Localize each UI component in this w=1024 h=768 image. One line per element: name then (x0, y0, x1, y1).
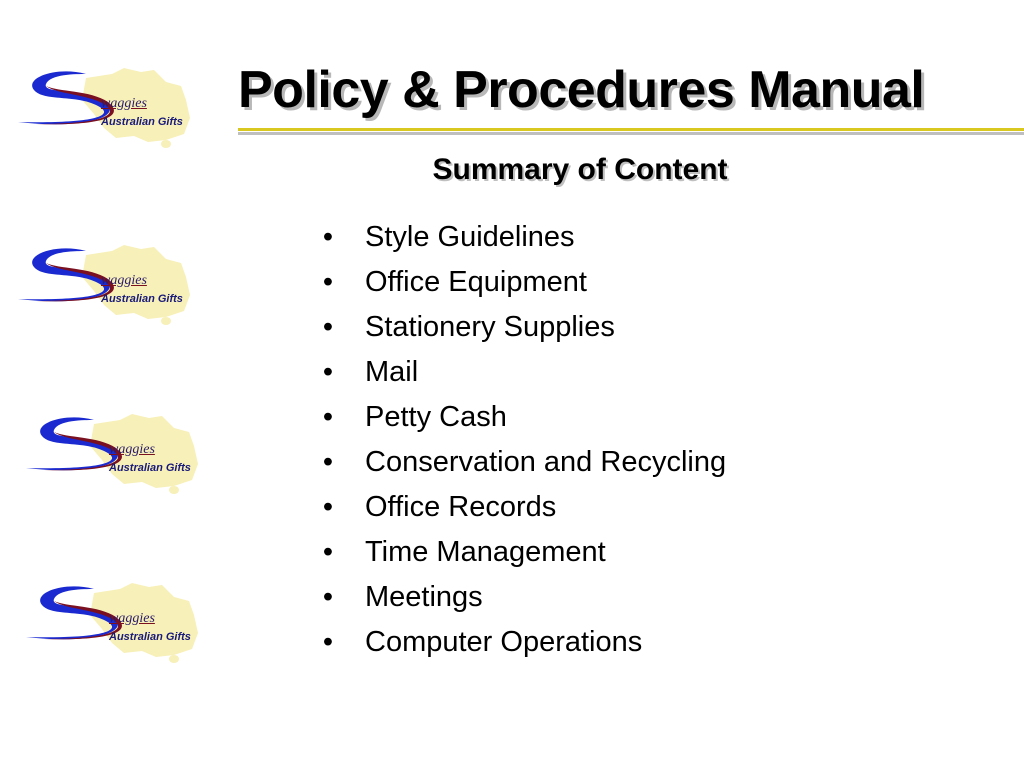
bullet-dot: • (322, 401, 334, 433)
title-underline-gray (238, 132, 1024, 135)
logo-wordmark: waggies (109, 611, 155, 626)
content-bullet-list (318, 216, 726, 666)
bullet-dot: • (322, 626, 334, 658)
bullet-item (318, 261, 726, 306)
swaggies-logo (16, 243, 216, 333)
bullet-item (318, 486, 726, 531)
bullet-text: Mail (365, 356, 419, 388)
bullet-item (318, 306, 726, 351)
title-underline-yellow (238, 128, 1024, 131)
title-underline (238, 128, 1024, 136)
bullet-item (318, 351, 726, 396)
logo-wordmark: waggies (101, 273, 147, 288)
bullet-dot: • (322, 266, 334, 298)
logo-tagline: Australian Gifts (109, 631, 191, 643)
bullet-dot: • (322, 446, 334, 478)
logo-tagline: Australian Gifts (101, 116, 183, 128)
slide-title: Policy & Procedures Manual (238, 61, 925, 119)
bullet-dot: • (322, 491, 334, 523)
bullet-text: Time Management (365, 536, 606, 568)
bullet-text: Office Equipment (365, 266, 587, 298)
logo-wordmark: waggies (101, 96, 147, 111)
bullet-text: Meetings (365, 581, 483, 613)
bullet-item (318, 576, 726, 621)
bullet-dot: • (322, 356, 334, 388)
bullet-dot: • (322, 221, 334, 253)
bullet-text: Office Records (365, 491, 557, 523)
bullet-dot: • (322, 311, 334, 343)
bullet-dot: • (322, 536, 334, 568)
logo-wordmark: waggies (109, 442, 155, 457)
slide-subtitle: Summary of Content (432, 153, 728, 186)
bullet-text: Petty Cash (365, 401, 507, 433)
bullet-text: Conservation and Recycling (365, 446, 727, 478)
swaggies-logo (24, 412, 224, 502)
bullet-item (318, 621, 726, 666)
bullet-text: Stationery Supplies (365, 311, 615, 343)
bullet-item (318, 531, 726, 576)
logo-tagline: Australian Gifts (101, 293, 183, 305)
bullet-text: Computer Operations (365, 626, 643, 658)
swaggies-logo (16, 66, 216, 156)
bullet-text: Style Guidelines (365, 221, 575, 253)
logo-tagline: Australian Gifts (109, 462, 191, 474)
bullet-dot: • (322, 581, 334, 613)
bullet-item (318, 396, 726, 441)
bullet-item (318, 216, 726, 261)
bullet-item (318, 441, 726, 486)
swaggies-logo (24, 581, 224, 671)
